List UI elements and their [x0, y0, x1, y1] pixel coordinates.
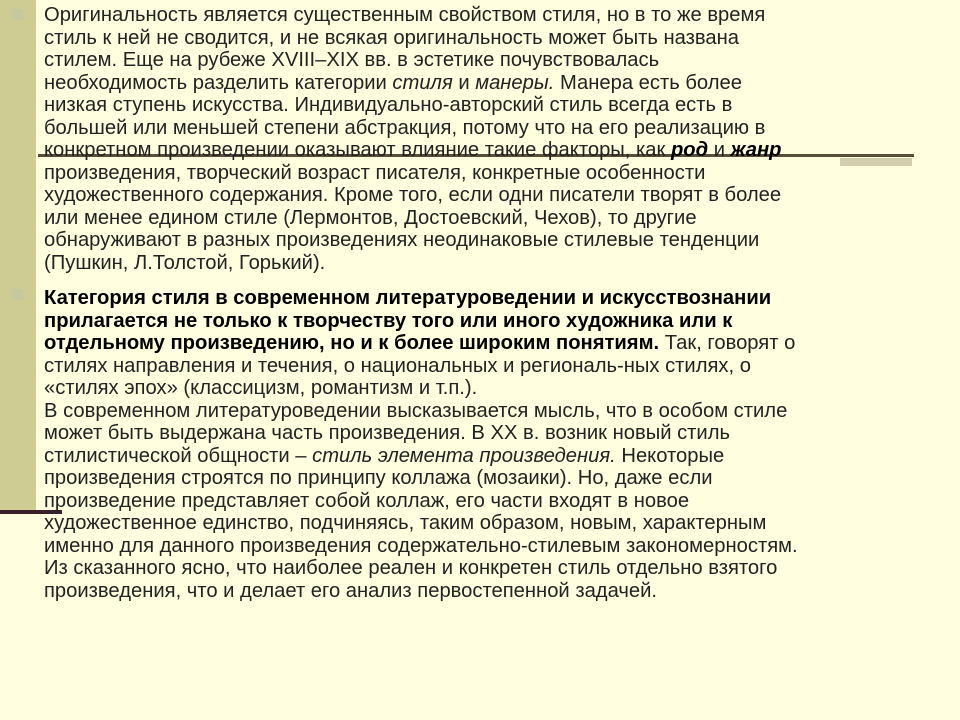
text-run: В современном литературоведении высказывается мысль, что в особом стиле	[44, 399, 788, 422]
text-run: художественного содержания. Кроме того, если одни писатели творят в более	[44, 184, 782, 206]
emphasized-text: стиль элемента произведения.	[312, 444, 616, 467]
text-run: или менее едином стиле (Лермонтов, Достоевский, Чехов), то другие	[44, 206, 697, 229]
text-run: конкретном произведении оказывают влияние такие факторы, как	[44, 139, 671, 161]
text-line	[44, 117, 950, 140]
text-run: стиль к ней не сводится, и не всякая оригинальность может быть названа	[44, 26, 739, 49]
text-line	[44, 310, 950, 333]
text-line	[44, 184, 950, 207]
text-line	[44, 332, 950, 355]
text-line	[44, 377, 950, 400]
text-line	[44, 252, 950, 275]
text-run: и	[452, 71, 476, 94]
text-line	[44, 4, 950, 27]
text-line	[44, 467, 950, 490]
text-line	[44, 445, 950, 468]
text-run: низкая ступень искусства. Индивидуально-авторский стиль всегда есть в	[44, 94, 733, 116]
text-run: Оригинальность является существенным свойством стиля, но в то же время	[44, 4, 766, 26]
paragraph-originality	[44, 4, 950, 274]
text-run: стилях направления и течения, о национальных и региональ-ных стилях, о	[44, 354, 751, 377]
text-line	[44, 72, 950, 95]
bullet-square-icon	[12, 289, 23, 300]
text-run: может быть выдержана часть произведения. В XX в. возник новый стиль	[44, 422, 730, 444]
text-line	[44, 139, 950, 162]
text-run: произведения, что и делает его анализ первостепенной задачей.	[44, 579, 657, 602]
text-line	[44, 422, 950, 445]
text-line	[44, 94, 950, 117]
text-run: произведение представляет собой коллаж, его части входят в новое	[44, 489, 690, 512]
text-line	[44, 400, 950, 423]
text-run: большей или меньшей степени абстракция, потому что на его реализацию в	[44, 116, 766, 139]
text-run: именно для данного произведения содержательно-стилевым закономерностям.	[44, 534, 798, 557]
emphasized-text: прилагается не только к творчеству того или иного художника или к	[44, 309, 733, 332]
text-run: необходимость разделить категории	[44, 71, 393, 94]
text-run: Из сказанного ясно, что наиболее реален и конкретен стиль отдельно взятого	[44, 557, 778, 579]
text-line	[44, 27, 950, 50]
text-line	[44, 490, 950, 513]
text-run: произведения строятся по принципу коллажа (мозаики). Но, даже если	[44, 467, 713, 489]
emphasized-text: жанр	[730, 139, 782, 161]
paragraph-style-category	[44, 287, 950, 602]
text-run: «стилях эпох» (классицизм, романтизм и т.п.).	[44, 377, 478, 399]
text-run: Некоторые	[615, 444, 725, 467]
text-run: Манера есть более	[554, 71, 742, 94]
text-run: стилем. Еще на рубеже XVIII–XIX вв. в эстетике почувствовалась	[44, 49, 660, 71]
text-line	[44, 512, 950, 535]
text-run: обнаруживают в разных произведениях неодинаковые стилевые тенденции	[44, 229, 760, 251]
text-run: (Пушкин, Л.Толстой, Горький).	[44, 251, 326, 274]
left-accent-bar	[0, 0, 36, 512]
emphasized-text: стиля	[392, 71, 453, 94]
text-line	[44, 162, 950, 185]
text-line	[44, 229, 950, 252]
text-line	[44, 355, 950, 378]
emphasized-text: Категория стиля в современном литературоведении и искусствознании	[44, 287, 772, 309]
text-run: Так, говорят о	[659, 332, 796, 354]
bullet-square-icon	[12, 9, 23, 20]
text-run: и	[708, 139, 731, 161]
emphasized-text: манеры.	[475, 71, 555, 94]
text-line	[44, 535, 950, 558]
text-line	[44, 207, 950, 230]
text-run: произведения, творческий возраст писателя, конкретные особенности	[44, 161, 706, 184]
text-line	[44, 287, 950, 310]
text-line	[44, 557, 950, 580]
emphasized-text: отдельному произведению, но и к более широким понятиям.	[44, 332, 660, 354]
text-line	[44, 49, 950, 72]
text-run: стилистической общности –	[44, 444, 313, 467]
text-line	[44, 580, 950, 603]
emphasized-text: род	[670, 139, 709, 161]
text-run: художественное единство, подчиняясь, таким образом, новым, характерным	[44, 512, 767, 534]
